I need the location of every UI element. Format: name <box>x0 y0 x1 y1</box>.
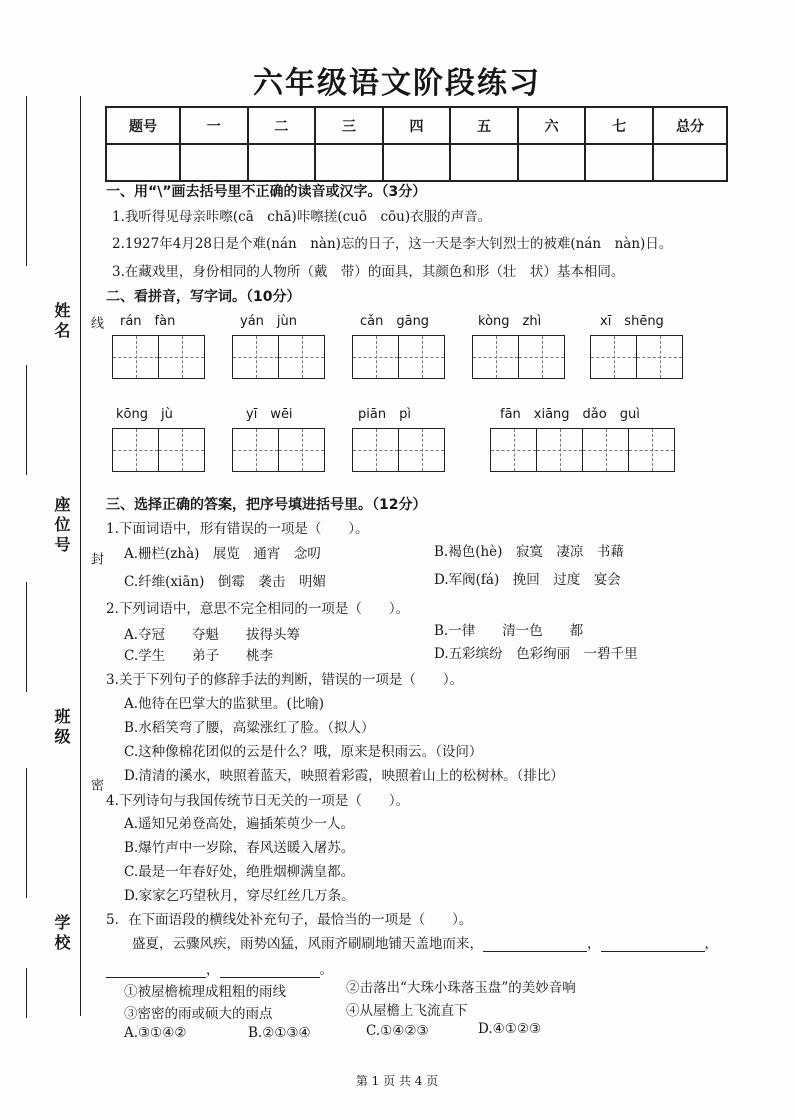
score-cell[interactable] <box>518 144 586 181</box>
pinyin-label: piān pì <box>358 407 411 422</box>
section-3-heading: 三、选择正确的答案，把序号填进括号里。（12分） <box>106 497 427 513</box>
score-cell[interactable] <box>383 144 451 181</box>
score-header: 四 <box>383 107 451 144</box>
pinyin-group-2 <box>232 310 325 379</box>
q2-option-b: B.一律 清一色 都 <box>434 623 584 639</box>
score-cell[interactable] <box>248 144 316 181</box>
q1-option-d: D.军阀(fá) 挽回 过度 宴会 <box>434 572 621 588</box>
q4-option-a: A.遥知兄弟登高处，遍插茱萸少一人。 <box>124 816 355 832</box>
score-header: 二 <box>248 107 316 144</box>
pinyin-label: xī shēng <box>600 314 664 329</box>
seal-mi: 密 <box>88 778 103 791</box>
pinyin-label: kōng jù <box>116 407 173 422</box>
write-boxes[interactable] <box>352 428 445 472</box>
pinyin-group-3 <box>352 310 445 379</box>
pinyin-label: fān xiāng dǎo guì <box>500 407 640 422</box>
pinyin-group-4 <box>472 310 565 379</box>
s1-item-1: 1.我听得见母亲咔嚓(cā chā)咔嚓搓(cuō cōu)衣服的声音。 <box>112 209 492 225</box>
q4-option-c: C.最是一年春好处，绝胜烟柳满皇都。 <box>124 864 355 880</box>
q5-option-d: D.④①②③ <box>478 1021 542 1037</box>
score-header-row <box>106 107 727 144</box>
binding-line <box>80 96 81 1016</box>
seat-label: 座位号 <box>52 496 71 556</box>
section-1-heading: 一、用“\”画去括号里不正确的读音或汉字。（3分） <box>106 184 427 200</box>
q2-stem: 2.下列词语中，意思不完全相同的一项是（ ）。 <box>106 601 410 617</box>
q1-stem: 1.下面词语中，形有错误的一项是（ ）。 <box>106 521 369 537</box>
q2-option-c: C.学生 弟子 桃李 <box>124 648 274 664</box>
score-header: 总分 <box>653 107 727 144</box>
score-cell[interactable] <box>180 144 248 181</box>
q5-phrase-2: ②击落出“大珠小珠落玉盘”的美妙音响 <box>346 980 576 996</box>
q5-blank-1[interactable] <box>483 937 587 952</box>
q5-blank-2[interactable] <box>601 937 705 952</box>
q5-blank-3[interactable] <box>106 963 206 978</box>
pinyin-group-5 <box>590 310 683 379</box>
name-label: 姓名 <box>52 302 71 342</box>
pinyin-group-6 <box>112 403 205 472</box>
score-header: 五 <box>450 107 518 144</box>
q4-option-b: B.爆竹声中一岁除，春风送暖入屠苏。 <box>124 840 355 856</box>
score-cell[interactable] <box>585 144 653 181</box>
q3-option-d: D.清清的溪水，映照着蓝天，映照着彩霞，映照着山上的松树林。（排比） <box>124 768 564 784</box>
score-cell[interactable] <box>106 144 180 181</box>
q5-option-b: B.②①③④ <box>248 1025 311 1041</box>
q3-stem: 3.关于下列句子的修辞手法的判断，错误的一项是（ ）。 <box>106 672 464 688</box>
score-header: 七 <box>585 107 653 144</box>
q3-option-c: C.这种像棉花团似的云是什么？哦，原来是积雨云。（设问） <box>124 744 483 760</box>
score-header: 题号 <box>106 107 180 144</box>
q5-passage-text: 盛夏，云骤风疾，雨势凶猛，风雨齐刷刷地铺天盖地而来， <box>132 936 483 952</box>
seal-xian: 线 <box>88 316 103 329</box>
score-header: 六 <box>518 107 586 144</box>
s1-item-3: 3.在藏戏里，身份相同的人物所（戴 带）的面具，其颜色和形（壮 状）基本相同。 <box>112 264 625 280</box>
pinyin-group-8 <box>352 403 445 472</box>
write-boxes[interactable] <box>352 335 445 379</box>
write-boxes[interactable] <box>472 335 565 379</box>
q5-option-c: C.①④②③ <box>366 1023 429 1039</box>
page-title: 六年级语文阶段练习 <box>253 66 541 101</box>
q4-option-d: D.家家乞巧望秋月，穿尽红丝几万条。 <box>124 888 355 904</box>
pinyin-label: rán fàn <box>120 314 176 329</box>
score-header: 一 <box>180 107 248 144</box>
side-rule-name <box>26 365 27 475</box>
side-rule-school <box>26 968 27 1018</box>
write-boxes[interactable] <box>112 428 205 472</box>
school-label: 学校 <box>52 914 71 954</box>
q4-stem: 4.下列诗句与我国传统节日无关的一项是（ ）。 <box>106 793 410 809</box>
pinyin-label: cǎn gāng <box>360 314 430 329</box>
score-cell[interactable] <box>450 144 518 181</box>
q1-option-a: A.栅栏(zhà) 展览 通宵 念叨 <box>124 546 321 562</box>
write-boxes[interactable] <box>490 428 675 472</box>
q5-phrase-3: ③密密的雨或硕大的雨点 <box>124 1006 273 1022</box>
score-cell[interactable] <box>315 144 383 181</box>
seal-feng: 封 <box>88 552 103 565</box>
q5-passage: 盛夏，云骤风疾，雨势凶猛，风雨齐刷刷地铺天盖地而来， ， ， <box>132 936 718 952</box>
pinyin-label: yī wēi <box>246 407 293 422</box>
q3-option-a: A.他待在巴掌大的监狱里。(比喻) <box>124 696 325 712</box>
write-boxes[interactable] <box>590 335 683 379</box>
side-rule-class <box>26 768 27 898</box>
s1-item-2: 2.1927年4月28日是个难(nán nàn)忘的日子，这一天是李大钊烈士的被难(nán nàn)日。 <box>112 236 673 252</box>
q2-option-a: A.夺冠 夺魁 拔得头筹 <box>124 627 301 643</box>
q5-option-a: A.③①④② <box>124 1025 187 1041</box>
pinyin-label: kòng zhì <box>478 314 542 329</box>
q1-option-c: C.纤维(xiān) 倒霉 袭击 明媚 <box>124 574 326 590</box>
pinyin-group-7 <box>232 403 325 472</box>
side-rule-seat <box>26 582 27 692</box>
q5-phrase-1: ①被屋檐梳理成粗粗的雨线 <box>124 984 286 1000</box>
q1-option-b: B.褐色(hè) 寂寞 凄凉 书藉 <box>434 544 624 560</box>
write-boxes[interactable] <box>112 335 205 379</box>
section-2-heading: 二、看拼音，写字词。（10分） <box>106 289 301 305</box>
page-footer: 第 1 页 共 4 页 <box>355 1074 439 1088</box>
q5-stem: 5．在下面语段的横线处补充句子，最恰当的一项是（ ）。 <box>106 912 473 928</box>
score-value-row <box>106 144 727 181</box>
score-header: 三 <box>315 107 383 144</box>
side-rule-top <box>26 96 27 266</box>
q5-blank-4[interactable] <box>220 963 320 978</box>
write-boxes[interactable] <box>232 335 325 379</box>
pinyin-group-9 <box>490 403 675 472</box>
q5-passage-cont: ， 。 <box>106 958 333 978</box>
q5-phrase-4: ④从屋檐上飞流直下 <box>346 1003 468 1019</box>
class-label: 班级 <box>52 708 71 748</box>
score-table <box>105 106 728 182</box>
score-cell[interactable] <box>653 144 727 181</box>
pinyin-group-1 <box>112 310 205 379</box>
q3-option-b: B.水稻笑弯了腰，高粱涨红了脸。（拟人） <box>124 720 375 736</box>
write-boxes[interactable] <box>232 428 325 472</box>
q2-option-d: D.五彩缤纷 色彩绚丽 一碧千里 <box>434 646 638 662</box>
pinyin-label: yán jùn <box>240 314 297 329</box>
